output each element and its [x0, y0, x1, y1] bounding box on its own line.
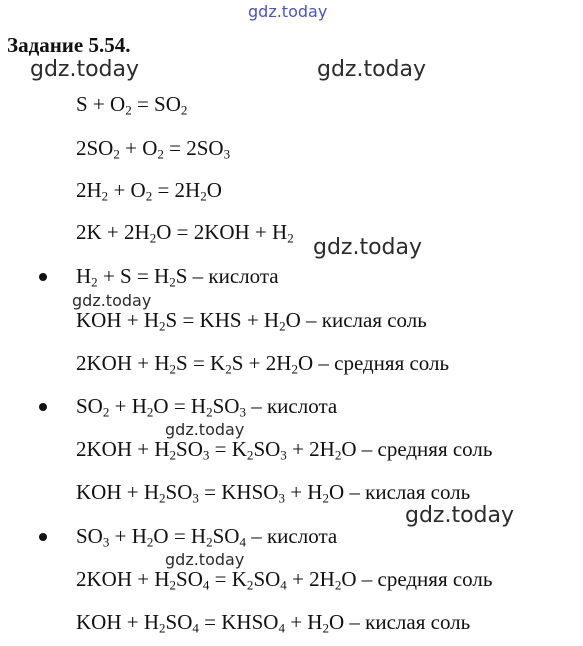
task-title: Задание 5.54.: [7, 33, 131, 57]
watermark: gdz.today: [165, 550, 245, 569]
equation-5: $H_2 + S = H_2S$ – кислота: [76, 264, 279, 290]
equation-9: $2KOH + H_2SO_3 = K_2SO_3 + 2H_2O$ – средняя соль: [76, 437, 493, 463]
equation-1: $S + O_2 = SO_2$: [76, 92, 188, 118]
watermark: gdz.today: [313, 235, 423, 260]
bullet: [39, 403, 47, 411]
watermark: gdz.today: [248, 2, 328, 21]
watermark: gdz.today: [405, 503, 515, 528]
equation-8: $SO_2 + H_2O = H_2SO_3$ – кислота: [76, 394, 338, 420]
equation-11: $SO_3 + H_2O = H_2SO_4$ – кислота: [76, 524, 338, 550]
equation-4: $2K + 2H_2O = 2KOH + H_2$: [76, 220, 294, 246]
equation-13: KOH + $H_2SO_4$ = $KHSO_4 + H_2O$ – кислая соль: [76, 610, 471, 636]
equation-10: KOH + $H_2SO_3$ = $KHSO_3 + H_2O$ – кислая соль: [76, 480, 471, 506]
watermark: gdz.today: [317, 57, 427, 82]
equation-6: KOH + $H_2S$ = KHS + $H_2O$ – кислая соль: [76, 308, 427, 334]
bullet: [39, 533, 47, 541]
equation-12: $2KOH + H_2SO_4 = K_2SO_4 + 2H_2O$ – средняя соль: [76, 567, 493, 593]
watermark: gdz.today: [165, 420, 245, 439]
equation-7: $2KOH + H_2S = K_2S + 2H_2O$ – средняя соль: [76, 351, 450, 377]
equation-3: $2H_2 + O_2 = 2H_2O$: [76, 178, 222, 204]
watermark: gdz.today: [30, 57, 140, 82]
watermark: gdz.today: [72, 291, 152, 310]
equation-2: $2SO_2 + O_2 = 2SO_3$: [76, 136, 231, 162]
bullet: [39, 273, 47, 281]
